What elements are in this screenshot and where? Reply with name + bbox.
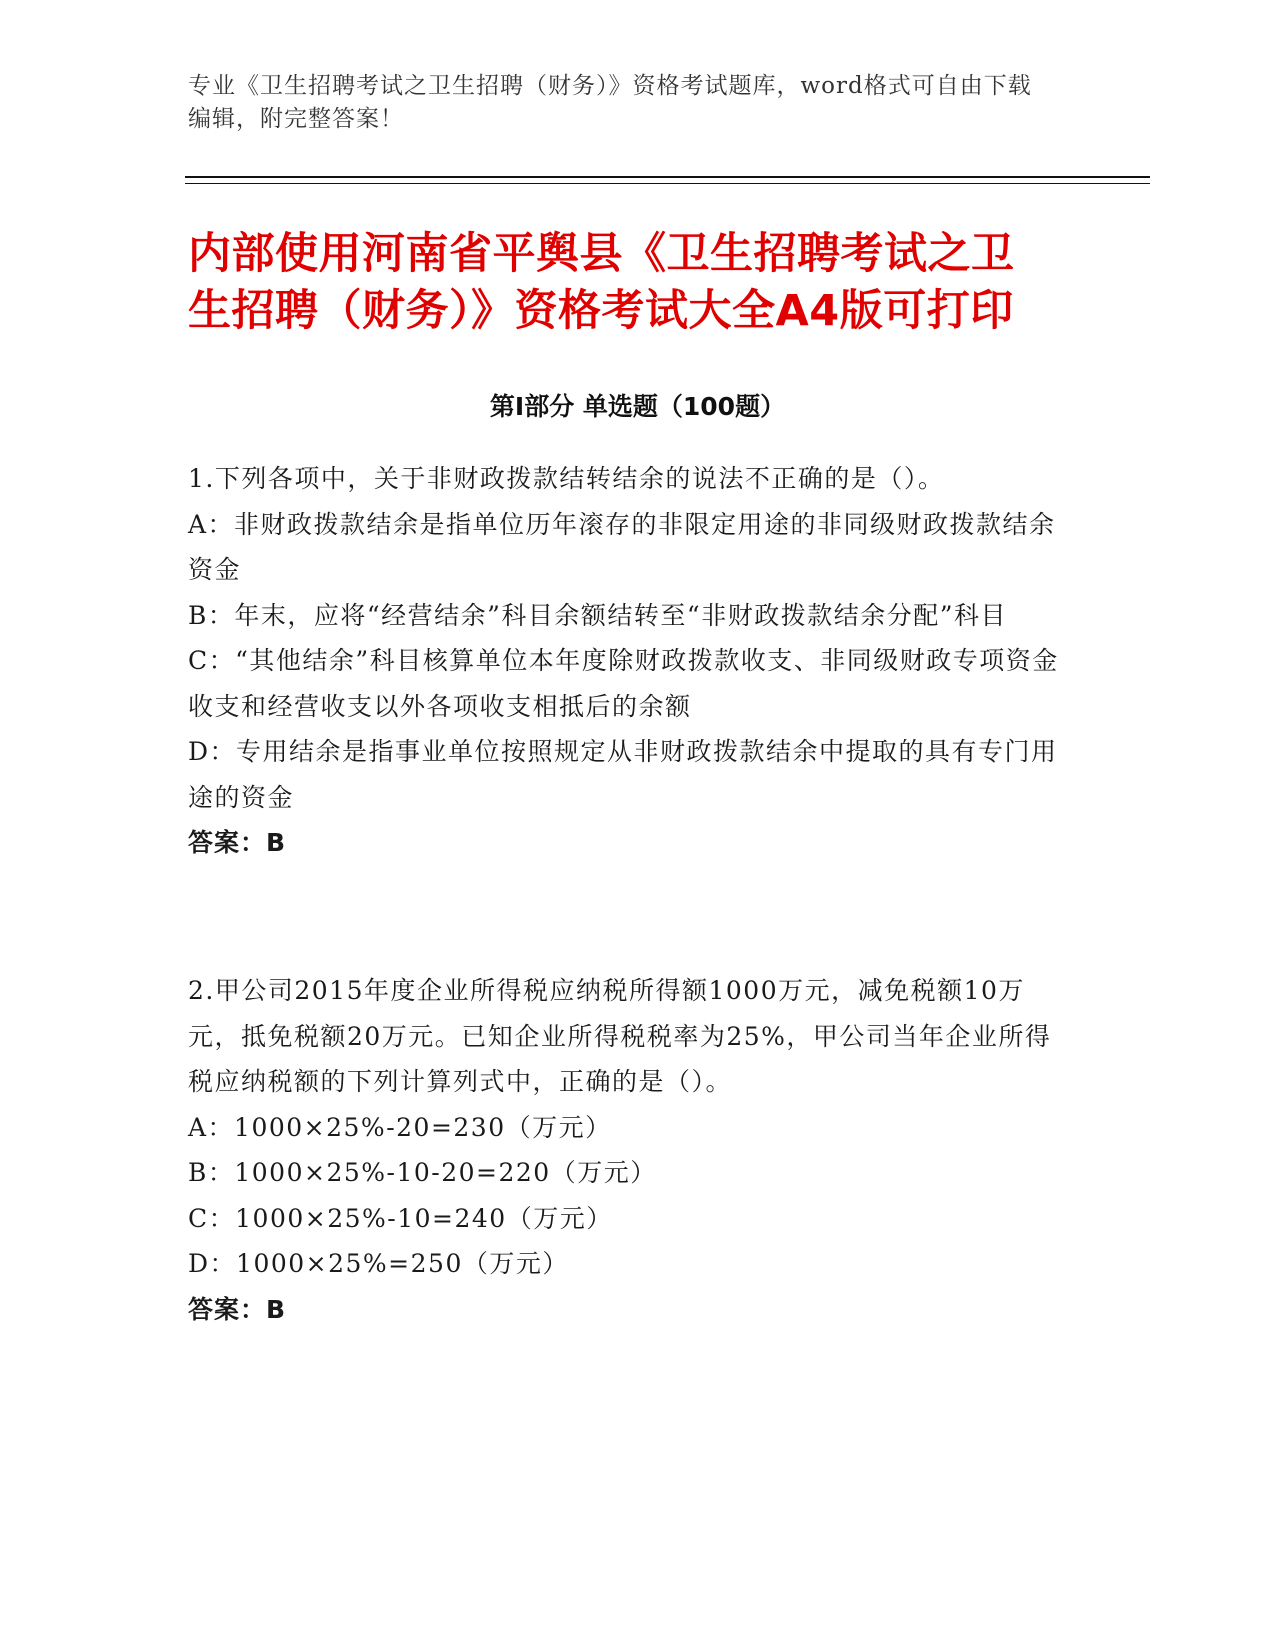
- option-d: D：1000×25%=250（万元）: [188, 1249, 569, 1278]
- section-heading: 第Ⅰ部分 单选题（100题）: [489, 392, 786, 421]
- question-stem: 2.甲公司2015年度企业所得税应纳税所得额1000万元，减免税额10万元，抵免税额20万元。已知企业所得税税率为25%，甲公司当年企业所得税应纳税额的下列计算列式中，正确的是（）。: [188, 976, 1052, 1096]
- option-a: A：1000×25%-20=230（万元）: [188, 1112, 612, 1142]
- header-line-1: 专业《卫生招聘考试之卫生招聘（财务）》资格考试题库，word格式可自由下载: [188, 73, 1032, 99]
- title-line-1: 内部使用河南省平舆县《卫生招聘考试之卫: [188, 229, 1015, 279]
- header-line-2: 编辑，附完整答案！: [188, 106, 404, 132]
- option-b: B：1000×25%-10-20=220（万元）: [188, 1158, 657, 1187]
- option-c: C：“其他结余”科目核算单位本年度除财政拨款收支、非同级财政专项资金收支和经营收支以外各项收支相抵后的余额: [188, 646, 1059, 721]
- option-c: C：1000×25%-10=240（万元）: [188, 1203, 613, 1233]
- header-divider-thin: [185, 183, 1150, 184]
- document-title: [188, 226, 1108, 340]
- question-1: [188, 456, 1068, 866]
- question-2: [188, 968, 1068, 1332]
- header-divider-thick: [185, 176, 1150, 178]
- title-line-2: 生招聘（财务）》资格考试大全A4版可打印: [188, 286, 1014, 336]
- page-header: [188, 70, 1078, 136]
- question-stem: 1.下列各项中，关于非财政拨款结转结余的说法不正确的是（）。: [188, 464, 945, 493]
- answer: 答案：B: [188, 1294, 287, 1324]
- option-a: A：非财政拨款结余是指单位历年滚存的非限定用途的非同级财政拨款结余资金: [188, 509, 1056, 584]
- option-d: D：专用结余是指事业单位按照规定从非财政拨款结余中提取的具有专门用途的资金: [188, 737, 1058, 812]
- option-b: B：年末，应将“经营结余”科目余额结转至“非财政拨款结余分配”科目: [188, 600, 1007, 630]
- answer: 答案：B: [188, 828, 287, 857]
